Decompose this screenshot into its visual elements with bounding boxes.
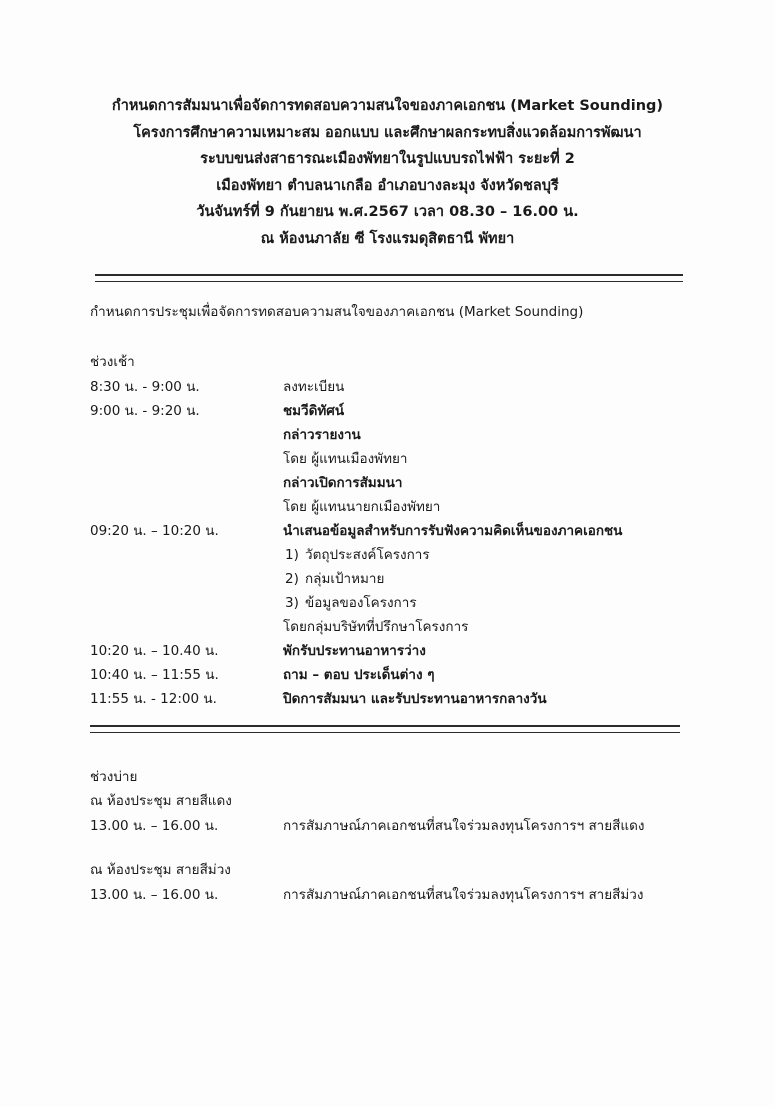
morning-section-label: ช่วงเช้า [90, 354, 135, 370]
agenda-item: ลงทะเบียน [283, 379, 345, 395]
header-line-date-time: วันจันทร์ที่ 9 กันยายน พ.ศ.2567 เวลา 08.30 – 16.00 น. [196, 204, 579, 220]
agenda-item: การสัมภาษณ์ภาคเอกชนที่สนใจร่วมลงทุนโครงการฯ สายสีม่วง [283, 887, 644, 903]
agenda-time: 09:20 น. – 10:20 น. [90, 523, 219, 539]
agenda-row [0, 567, 775, 591]
agenda-subtitle: กำหนดการประชุมเพื่อจัดการทดสอบความสนใจของภาคเอกชน (Market Sounding) [90, 304, 584, 320]
double-divider-middle [90, 725, 680, 733]
agenda-subitem [283, 543, 430, 565]
agenda-row [0, 687, 775, 711]
agenda-item-presenter: โดย ผู้แทนนายกเมืองพัทยา [283, 499, 441, 515]
agenda-item: กล่าวเปิดการสัมมนา [283, 475, 403, 491]
header-line-seminar-title: กำหนดการสัมมนาเพื่อจัดการทดสอบความสนใจของภาคเอกชน (Market Sounding) [111, 98, 664, 114]
subitem-text: ข้อมูลของโครงการ [305, 595, 417, 611]
subitem-text: กลุ่มเป้าหมาย [305, 571, 385, 587]
room-purple-label: ณ ห้องประชุม สายสีม่วง [90, 862, 231, 878]
agenda-time: 13.00 น. – 16.00 น. [90, 818, 219, 834]
agenda-item: ชมวีดิทัศน์ [283, 403, 345, 419]
agenda-row [0, 375, 775, 399]
double-divider-top [95, 274, 683, 282]
agenda-row [0, 615, 775, 639]
agenda-row [0, 519, 775, 543]
subitem-number: 1) [285, 547, 299, 563]
agenda-row [0, 663, 775, 687]
agenda-item: ปิดการสัมมนา และรับประทานอาหารกลางวัน [283, 691, 547, 707]
agenda-time: 10:40 น. – 11:55 น. [90, 667, 219, 683]
agenda-time: 9:00 น. - 9:20 น. [90, 403, 200, 419]
agenda-time: 8:30 น. - 9:00 น. [90, 379, 200, 395]
subitem-text: วัตถุประสงค์โครงการ [305, 547, 430, 563]
agenda-item: นำเสนอข้อมูลสำหรับการรับฟังความคิดเห็นของภาคเอกชน [283, 523, 623, 539]
subitem-number: 3) [285, 595, 299, 611]
agenda-time: 10:20 น. – 10.40 น. [90, 643, 219, 659]
afternoon-section-label: ช่วงบ่าย [90, 769, 138, 785]
agenda-row [0, 471, 775, 495]
agenda-row [0, 447, 775, 471]
agenda-row [0, 495, 775, 519]
agenda-subitem [283, 567, 384, 589]
header-line-venue: ณ ห้องนภาลัย ซี โรงแรมดุสิตธานี พัทยา [260, 230, 515, 247]
agenda-item-presenter: โดย ผู้แทนเมืองพัทยา [283, 451, 408, 467]
agenda-row [0, 883, 775, 907]
agenda-item-presenter: โดยกลุ่มบริษัทที่ปรึกษาโครงการ [283, 619, 469, 635]
agenda-subitem [283, 591, 417, 613]
agenda-time: 13.00 น. – 16.00 น. [90, 887, 219, 903]
agenda-row [0, 639, 775, 663]
agenda-item: การสัมภาษณ์ภาคเอกชนที่สนใจร่วมลงทุนโครงการฯ สายสีแดง [283, 818, 645, 834]
header-line-project-system: ระบบขนส่งสาธารณะเมืองพัทยาในรูปแบบรถไฟฟ้า ระยะที่ 2 [200, 151, 575, 167]
agenda-row [0, 423, 775, 447]
agenda-item: ถาม – ตอบ ประเด็นต่าง ๆ [283, 667, 435, 683]
agenda-row [0, 399, 775, 423]
agenda-item: พักรับประทานอาหารว่าง [283, 643, 426, 659]
room-red-label: ณ ห้องประชุม สายสีแดง [90, 793, 232, 809]
subitem-number: 2) [285, 571, 299, 587]
agenda-item: กล่าวรายงาน [283, 427, 361, 443]
agenda-row [0, 814, 775, 838]
agenda-row [0, 591, 775, 615]
document-header [60, 93, 715, 252]
agenda-time: 11:55 น. - 12:00 น. [90, 691, 217, 707]
agenda-row [0, 543, 775, 567]
header-line-project-name: โครงการศึกษาความเหมาะสม ออกแบบ และศึกษาผลกระทบสิ่งแวดล้อมการพัฒนา [133, 124, 642, 141]
header-line-location: เมืองพัทยา ตำบลนาเกลือ อำเภอบางละมุง จังหวัดชลบุรี [216, 177, 559, 194]
